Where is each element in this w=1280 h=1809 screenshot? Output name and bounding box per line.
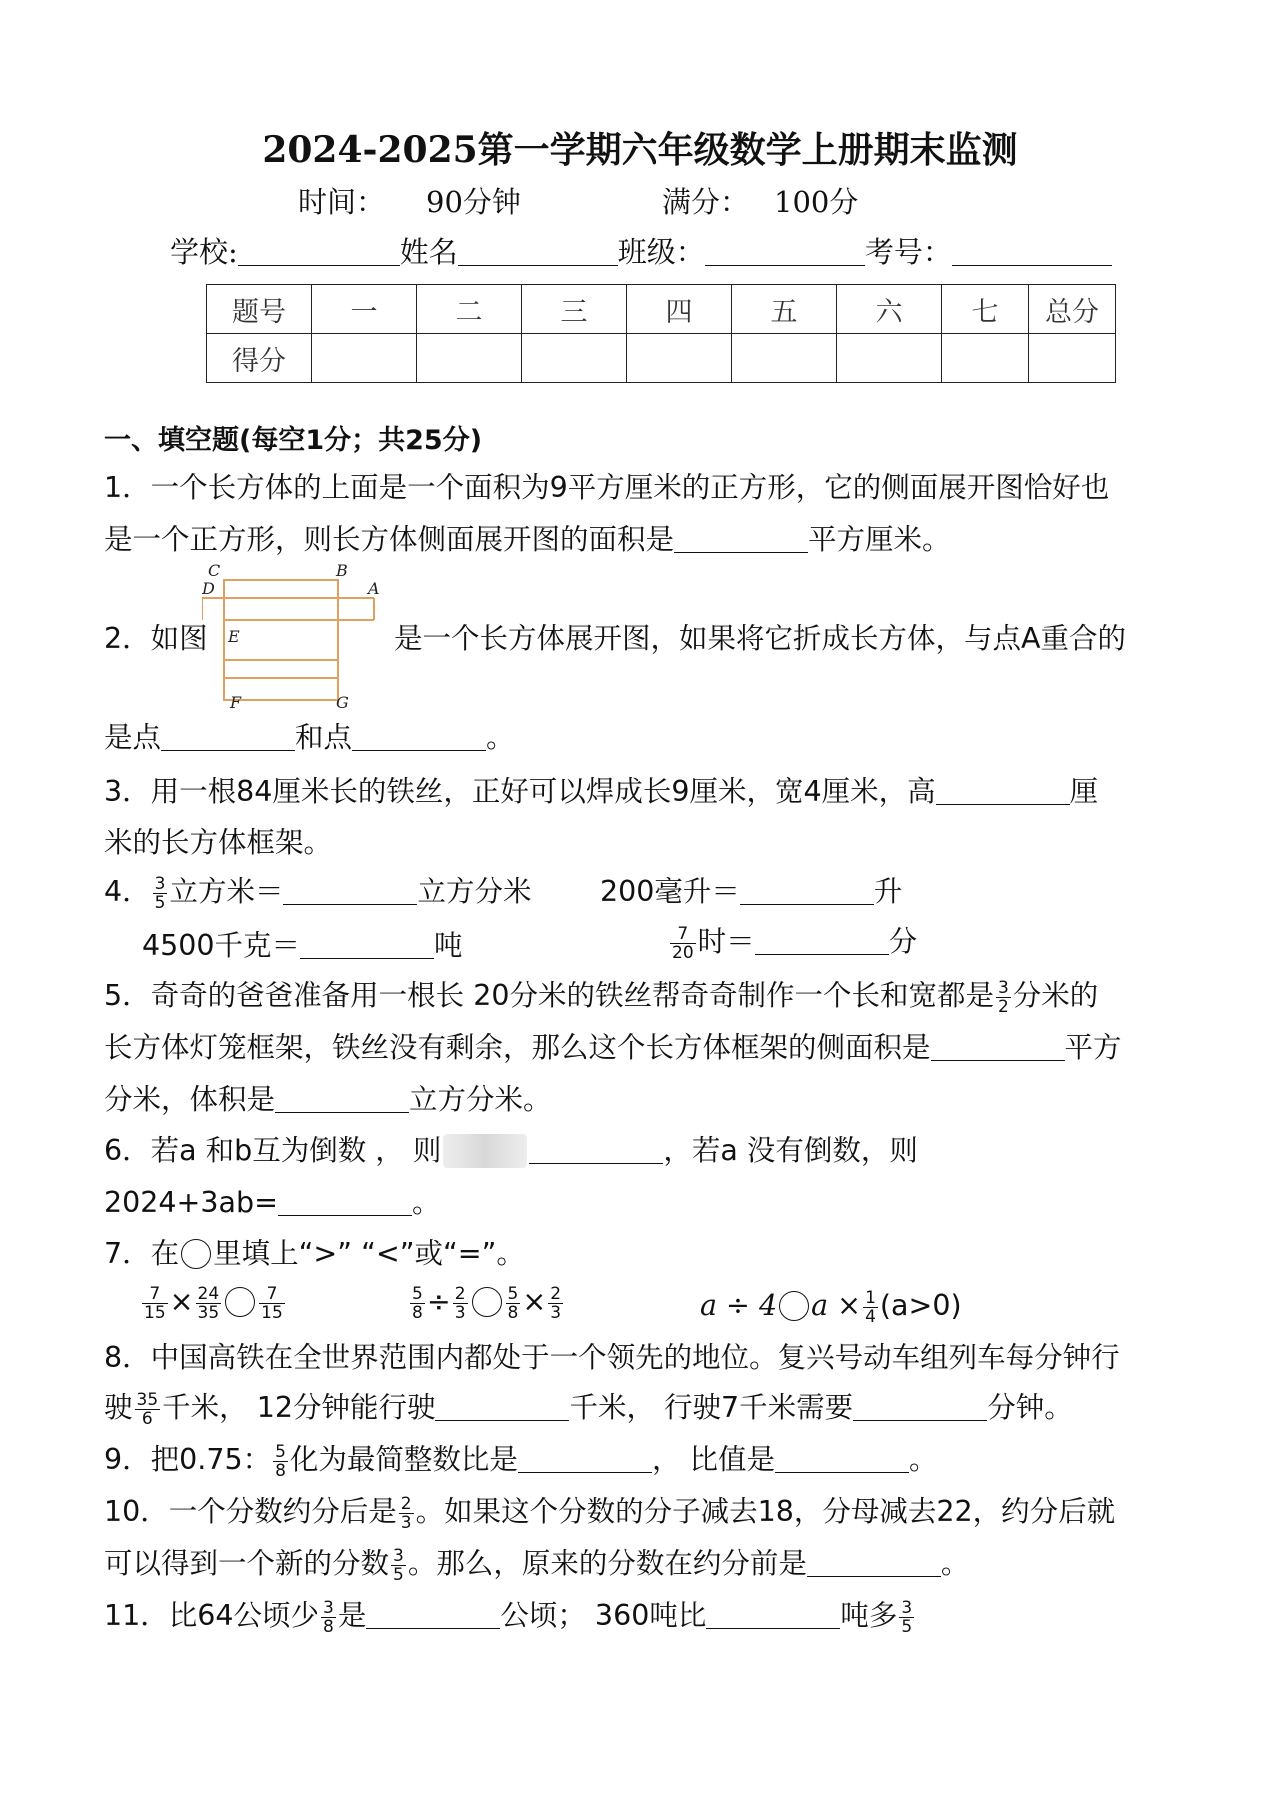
score-table-cell: 二 (417, 285, 522, 334)
compare-circle[interactable] (472, 1287, 502, 1317)
score-table-cell: 得分 (207, 334, 312, 383)
score-table-cell: 题号 (207, 285, 312, 334)
numerator: 7 (259, 1285, 285, 1304)
answer-blank[interactable] (674, 522, 808, 553)
fraction (399, 1495, 414, 1532)
numerator: 3 (901, 1597, 913, 1618)
label-b: B (336, 562, 348, 580)
score-table-cell: 三 (522, 285, 627, 334)
question-2-text-d: 和点 (295, 721, 353, 754)
question-4-unit: 分 (888, 925, 918, 958)
question-10-text: 可以得到一个新的分数 (104, 1547, 390, 1580)
full-score-value: 100分 (774, 185, 859, 219)
label-d: D (202, 579, 215, 598)
question-6-line-1 (104, 1131, 918, 1171)
operator: × (522, 1285, 547, 1318)
question-5-unit: 立方分米。 (409, 1083, 552, 1116)
compare-circle[interactable] (225, 1287, 255, 1317)
time-label: 时间： (298, 185, 386, 219)
answer-blank[interactable] (275, 1082, 409, 1113)
numerator: 1 (865, 1287, 876, 1308)
question-5-line-1 (104, 976, 1098, 1016)
exam-number-blank[interactable] (952, 235, 1112, 266)
question-3-unit: 厘 (1069, 775, 1099, 808)
question-9-text: 化为最简整数比是 (289, 1443, 518, 1476)
score-input-cell[interactable] (942, 334, 1029, 383)
question-10-text: 10．一个分数约分后是 (104, 1495, 397, 1528)
question-5-text: 分米，体积是 (104, 1083, 276, 1116)
question-1-line-2 (104, 520, 951, 560)
cuboid-net-diagram (202, 562, 386, 710)
time-value: 90分钟 (426, 185, 521, 219)
full-score-label: 满分： (662, 185, 750, 219)
denominator: 8 (323, 1616, 334, 1637)
question-1-text: 是一个正方形，则长方体侧面展开图的面积是 (104, 523, 675, 556)
fraction (135, 1391, 161, 1428)
label-g: G (336, 693, 349, 710)
question-5-text: 长方体灯笼框架，铁丝没有剩余，那么这个长方体框架的侧面积是 (104, 1031, 931, 1064)
answer-blank[interactable] (518, 1442, 652, 1473)
operator: ÷ (426, 1285, 451, 1318)
numerator: 5 (507, 1283, 519, 1304)
expression-text: a × (811, 1289, 862, 1322)
question-4-unit: 升 (873, 875, 903, 908)
fraction (321, 1599, 336, 1636)
class-blank[interactable] (705, 235, 865, 266)
question-5-text: 5．奇奇的爸爸准备用一根长 20分米的铁丝帮奇奇制作一个长和宽都是 (104, 979, 994, 1012)
denominator: 3 (400, 1512, 412, 1533)
question-7-text: 7．在 (104, 1237, 180, 1270)
question-5-text: 分米的 (1012, 979, 1099, 1012)
answer-blank[interactable] (807, 1546, 941, 1577)
denominator: 8 (275, 1460, 286, 1481)
numerator: 2 (400, 1493, 412, 1514)
exam-number-label: 考号： (864, 235, 952, 269)
question-1-line-1: 1．一个长方体的上面是一个面积为9平方厘米的正方形，它的侧面展开图恰好也 (104, 471, 1110, 504)
numerator: 3 (393, 1545, 404, 1566)
score-table-score-row (207, 334, 1116, 383)
name-blank[interactable] (458, 235, 618, 266)
score-table-cell: 四 (627, 285, 732, 334)
denominator: 8 (507, 1302, 519, 1323)
score-input-cell[interactable] (1029, 334, 1116, 383)
question-4-part-2 (600, 872, 902, 912)
question-8-text: 千米， 12分钟能行驶 (162, 1391, 436, 1424)
punctuation: 。 (909, 1443, 938, 1476)
denominator: 4 (865, 1306, 876, 1327)
numerator: 2 (550, 1283, 562, 1304)
question-4-unit: 立方分米 (417, 875, 532, 908)
question-10-line-2 (104, 1544, 969, 1584)
question-11 (104, 1596, 916, 1636)
score-input-cell[interactable] (627, 334, 732, 383)
numerator: 5 (275, 1441, 286, 1462)
name-label: 姓名 (399, 235, 458, 269)
question-11-text: 11．比64公顷少 (104, 1599, 320, 1632)
denominator: 8 (412, 1302, 423, 1323)
question-4-text: 200毫升＝ (600, 875, 740, 908)
question-9-text: ， 比值是 (651, 1443, 775, 1476)
question-7-text: 里填上“>” “<”或“=”。 (213, 1237, 525, 1270)
question-4-text: 时＝ (697, 925, 755, 958)
answer-blank[interactable] (706, 1598, 840, 1629)
question-5-line-2 (104, 1028, 1122, 1068)
denominator: 35 (197, 1302, 220, 1323)
answer-blank[interactable] (435, 1390, 569, 1421)
question-4-part-3 (142, 926, 463, 966)
question-2-line-2 (104, 718, 515, 758)
fraction (548, 1285, 563, 1322)
score-table (206, 284, 1116, 383)
denominator: 5 (901, 1616, 913, 1637)
denominator: 3 (550, 1302, 562, 1323)
numerator: 3 (323, 1597, 334, 1618)
score-table-cell: 七 (942, 285, 1029, 334)
score-table-cell: 一 (312, 285, 417, 334)
numerator: 7 (142, 1285, 168, 1304)
fraction (391, 1547, 406, 1584)
denominator: 20 (672, 942, 694, 963)
question-10-text: 。如果这个分数的分子减去18，分母减去22，约分后就 (415, 1495, 1116, 1528)
question-4-text: 4500千克＝ (142, 929, 301, 962)
question-9-text: 9．把0.75： (104, 1443, 272, 1476)
question-11-text: 吨多 (840, 1599, 898, 1632)
answer-blank[interactable] (352, 720, 486, 751)
question-7-expression-1 (140, 1282, 287, 1322)
question-2-text-b: 是一个长方体展开图，如果将它折成长方体，与点A重合的 (394, 622, 1126, 655)
fraction (142, 1285, 168, 1322)
school-blank[interactable] (238, 235, 400, 266)
question-3-text: 3．用一根84厘米长的铁丝，正好可以焊成长9厘米，宽4厘米，高 (104, 775, 936, 808)
numerator: 35 (136, 1389, 159, 1410)
school-label: 学校: (170, 235, 238, 269)
label-a: A (368, 579, 380, 598)
blurred-expression-image (443, 1134, 527, 1168)
question-2-text-c: 是点 (104, 721, 162, 754)
question-2-text-a: 2．如图 (104, 622, 208, 655)
answer-blank[interactable] (366, 1598, 500, 1629)
class-label: 班级： (617, 235, 705, 269)
school-field (170, 230, 1112, 271)
answer-blank[interactable] (529, 1133, 663, 1164)
answer-blank[interactable] (936, 774, 1070, 805)
question-6-text: ，若a 没有倒数，则 (663, 1134, 918, 1167)
score-input-cell[interactable] (417, 334, 522, 383)
circle-icon (181, 1239, 211, 1269)
score-table-header-row (207, 285, 1116, 334)
answer-blank[interactable] (161, 720, 295, 751)
question-6-text: 6．若a 和b互为倒数 ， 则 (104, 1134, 442, 1167)
question-5-line-3 (104, 1080, 552, 1120)
condition-text: (a>0) (879, 1289, 962, 1322)
question-5-unit: 平方 (1064, 1031, 1122, 1064)
answer-blank[interactable] (283, 874, 417, 905)
question-10-line-1 (104, 1492, 1115, 1532)
question-7-expression-2 (408, 1282, 565, 1322)
question-8-unit: 分钟。 (987, 1391, 1073, 1424)
label-e: E (228, 627, 240, 646)
fraction (273, 1443, 288, 1480)
section-heading: 一、填空题(每空1分；共25分) (104, 425, 483, 456)
answer-blank[interactable] (853, 1390, 987, 1421)
denominator: 3 (454, 1302, 466, 1323)
question-7-expression-3 (700, 1286, 962, 1326)
punctuation: 。 (411, 1186, 441, 1219)
denominator: 6 (141, 1408, 153, 1429)
question-11-text: 是 (337, 1599, 367, 1632)
question-8-line-2 (104, 1388, 1073, 1428)
fraction (996, 979, 1011, 1016)
question-9 (104, 1440, 938, 1480)
denominator: 5 (154, 892, 166, 913)
fraction (196, 1285, 222, 1322)
fraction (153, 875, 168, 912)
expression-text: a ÷ 4 (700, 1289, 778, 1322)
question-6-text: 2024+3ab= (104, 1186, 278, 1219)
question-7-line-1 (104, 1234, 525, 1274)
page-title: 2024-2025第一学期六年级数学上册期末监测 (262, 129, 1018, 171)
numerator: 3 (997, 977, 1009, 998)
question-1-unit: 平方厘米。 (808, 523, 951, 556)
question-6-line-2 (104, 1183, 441, 1223)
question-4-text: 立方米＝ (169, 875, 284, 908)
score-table-cell: 总分 (1029, 285, 1116, 334)
answer-blank[interactable] (775, 1442, 909, 1473)
score-input-cell[interactable] (732, 334, 837, 383)
score-input-cell[interactable] (312, 334, 417, 383)
denominator: 2 (997, 996, 1009, 1017)
answer-blank[interactable] (740, 874, 874, 905)
score-table-cell: 五 (732, 285, 837, 334)
numerator: 24 (197, 1283, 220, 1304)
question-3-line-2: 米的长方体框架。 (104, 826, 333, 859)
question-3-line-1 (104, 772, 1098, 812)
question-4-line-1 (104, 872, 532, 912)
score-input-cell[interactable] (837, 334, 942, 383)
answer-blank[interactable] (278, 1185, 412, 1216)
fraction (899, 1599, 914, 1636)
question-11-text: 公顷； 360吨比 (500, 1599, 707, 1632)
question-8-text: 千米， 行驶7千米需要 (569, 1391, 854, 1424)
question-8-text: 驶 (104, 1391, 133, 1424)
denominator: 15 (144, 1302, 166, 1323)
answer-blank[interactable] (755, 924, 889, 955)
numerator: 2 (454, 1283, 466, 1304)
denominator: 15 (261, 1302, 283, 1323)
fraction (670, 925, 696, 962)
compare-circle[interactable] (779, 1291, 809, 1321)
fraction (506, 1285, 521, 1322)
question-8-line-1: 8．中国高铁在全世界范围内都处于一个领先的地位。复兴号动车组列车每分钟行 (104, 1341, 1120, 1374)
fraction (410, 1285, 425, 1322)
question-4-part-4 (668, 922, 917, 962)
punctuation: 。 (486, 721, 515, 754)
numerator: 3 (154, 873, 166, 894)
punctuation: 。 (940, 1547, 970, 1580)
score-table-cell: 六 (837, 285, 942, 334)
answer-blank[interactable] (931, 1030, 1065, 1061)
question-4-unit: 吨 (434, 929, 463, 962)
label-c: C (208, 562, 221, 580)
fraction (453, 1285, 468, 1322)
answer-blank[interactable] (300, 928, 434, 959)
denominator: 5 (393, 1564, 404, 1585)
score-input-cell[interactable] (522, 334, 627, 383)
fraction (259, 1285, 285, 1322)
question-number: 4． (104, 875, 151, 908)
numerator: 5 (412, 1283, 423, 1304)
question-10-text: 。那么，原来的分数在约分前是 (407, 1547, 807, 1580)
label-f: F (230, 693, 242, 710)
operator: × (169, 1285, 194, 1318)
fraction (863, 1289, 878, 1326)
numerator: 7 (670, 925, 696, 944)
